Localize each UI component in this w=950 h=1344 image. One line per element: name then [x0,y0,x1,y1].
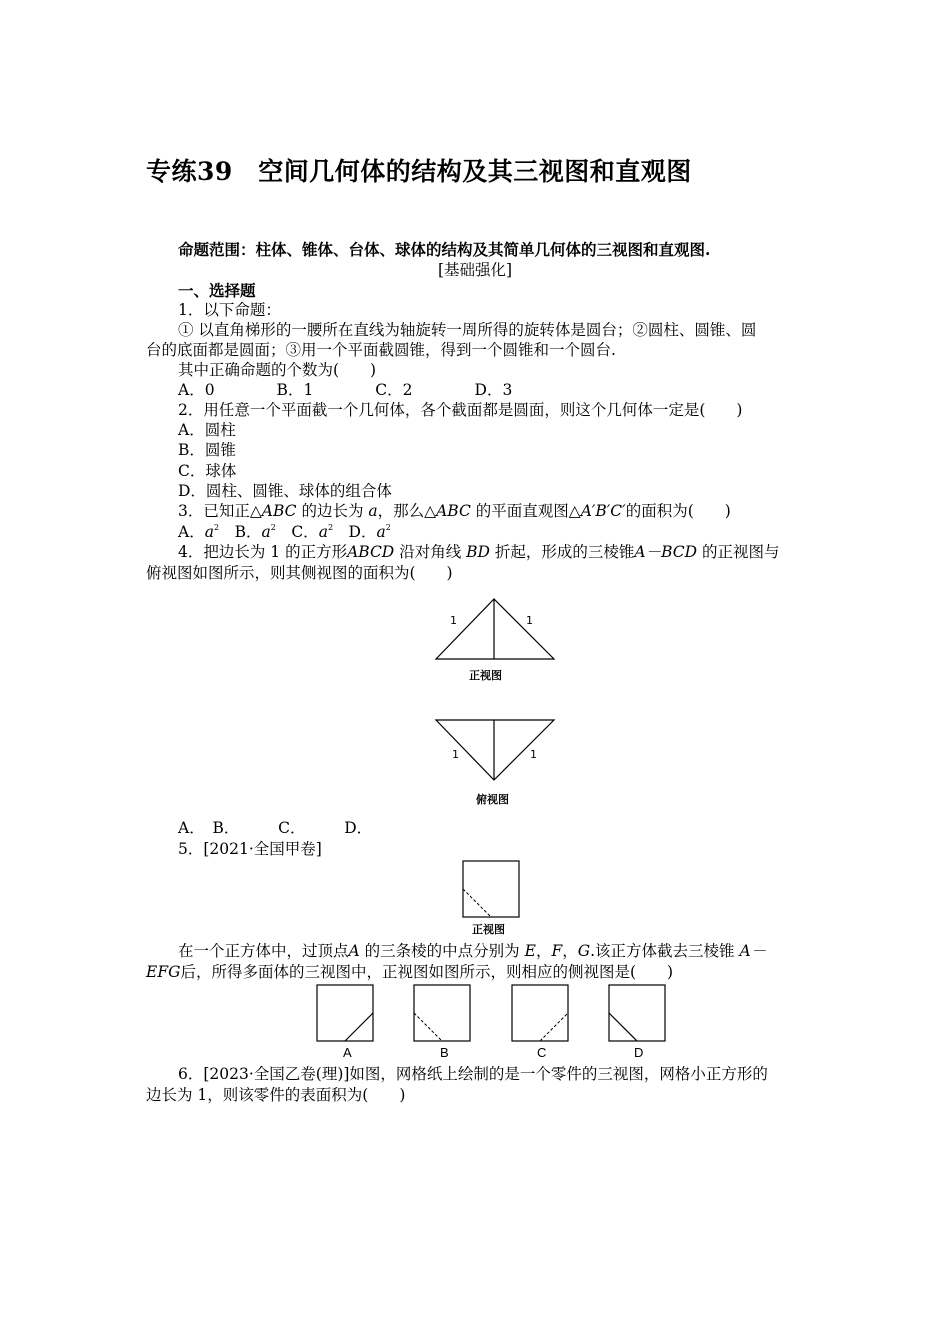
q1-stem: 1．以下命题： [178,301,281,319]
q2-option-a: A．圆柱 [178,421,236,439]
level-label: [基础强化] [437,261,513,279]
q4-top-view [430,716,590,811]
q4-line2: 俯视图如图所示，则其侧视图的面积为( ) [146,564,453,582]
q5-body-line2: EFG后，所得多面体的三视图中，正视图如图所示，则相应的侧视图是( ) [146,963,674,981]
q4-options: A． B． C． D． [178,819,373,837]
front-view-label-left: 1 [450,614,457,627]
q6-line1: 6．[2023·全国乙卷(理)]如图，网格纸上绘制的是一个零件的三视图，网格小正方形的 [178,1065,768,1083]
q5-option-a-label: A [343,1045,352,1060]
q3-options: A．$a^2$ B．$a^2$ C．$a^2$ D．$a^2$ [178,523,391,541]
q1-line1: ① 以直角梯形的一腰所在直线为轴旋转一周所得的旋转体是圆台；②圆柱、圆锥、圆 [178,321,757,339]
top-view-label-left: 1 [452,748,459,761]
q5-front-view-hidden-edge [463,889,491,917]
q5-stem: 5．[2021·全国甲卷] [178,840,322,858]
q5-option-c-label: C [537,1045,547,1060]
q6-line2: 边长为 1，则该零件的表面积为( ) [146,1086,406,1104]
q2-option-c: C．球体 [178,462,237,480]
q5-option-b-label: B [440,1045,449,1060]
page-title: 专练39 空间几何体的结构及其三视图和直观图 [146,157,692,186]
q2-option-d: D．圆柱、圆锥、球体的组合体 [178,482,392,500]
front-view-label-right: 1 [526,614,533,627]
section-heading: 一、选择题 [178,281,256,300]
option-d-edge [609,1013,637,1041]
q5-front-view-square [463,861,519,917]
option-c-edge [540,1013,568,1041]
option-b-edge [414,1013,442,1041]
q1-line2: 台的底面都是圆面；③用一个平面截圆锥，得到一个圆锥和一个圆台. [146,341,616,359]
front-view-triangle [436,599,554,659]
q5-front-view [460,858,530,938]
scope-text: 命题范围：柱体、锥体、台体、球体的结构及其简单几何体的三视图和直观图. [178,240,711,259]
q3-stem: 3．已知正△ABC 的边长为 a，那么△ABC 的平面直观图△A′B′C′的面积为( ) [178,502,731,520]
q5-body-line1: 在一个正方体中，过顶点A 的三条棱的中点分别为 E，F，G.该正方体截去三棱锥 A－ [178,942,767,960]
q4-front-view [430,595,590,685]
q4-stem: 4．把边长为 1 的正方形ABCD 沿对角线 BD 折起，形成的三棱锥A－BCD 的正视图与 [178,543,780,561]
q2-stem: 2．用任意一个平面截一个几何体，各个截面都是圆面，则这个几何体一定是( ) [178,401,743,419]
q5-front-view-caption: 正视图 [472,923,505,936]
q1-options: A．0 B．1 C．2 D．3 [178,381,513,399]
front-view-caption: 正视图 [469,669,502,682]
q1-line3: 其中正确命题的个数为( ) [178,361,377,379]
top-view-label-right: 1 [530,748,537,761]
q2-option-b: B．圆锥 [178,441,236,459]
q5-option-d-label: D [634,1045,644,1060]
top-view-caption: 俯视图 [476,793,509,806]
option-a-edge [345,1013,373,1041]
